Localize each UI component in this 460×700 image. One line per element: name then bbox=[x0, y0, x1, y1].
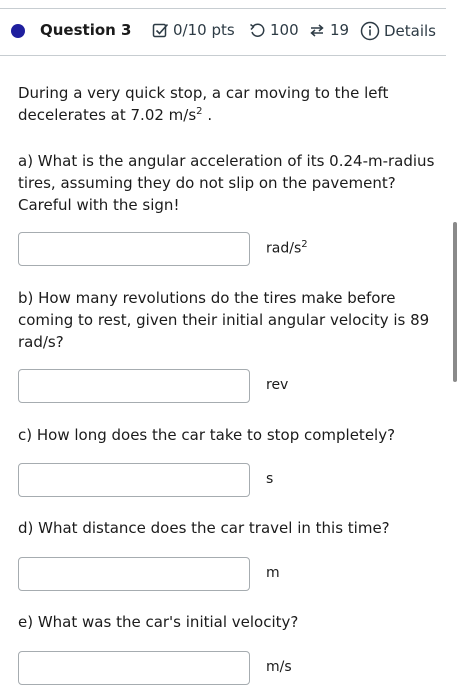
part-b-question: b) How many revolutions do the tires make before coming to rest, given their initial angular velocity is 89 rad/s? bbox=[18, 289, 430, 351]
retry-icon bbox=[249, 22, 266, 39]
scrollbar[interactable] bbox=[453, 222, 457, 382]
part-a-question: a) What is the angular acceleration of its 0.24-m-radius tires, assuming they do not slip on the pavement? Careful with the sign! bbox=[18, 152, 435, 214]
part-b-unit: rev bbox=[266, 377, 289, 393]
question-status-dot bbox=[11, 24, 25, 38]
problem-intro: During a very quick stop, a car moving to the left decelerates at 7.02 m/s bbox=[18, 84, 389, 124]
info-icon bbox=[360, 21, 380, 41]
retries-indicator bbox=[249, 21, 299, 39]
points-text: 0/10 pts bbox=[173, 21, 235, 39]
part-a-unit-exponent: 2 bbox=[301, 239, 308, 250]
part-a-unit-base: rad/s bbox=[266, 240, 302, 257]
problem-exponent: 2 bbox=[196, 106, 203, 117]
part-d-unit: m bbox=[266, 565, 280, 581]
swap-arrows-icon bbox=[308, 22, 326, 39]
submissions-indicator bbox=[308, 21, 349, 39]
retries-count: 100 bbox=[270, 21, 299, 39]
details-link[interactable] bbox=[360, 21, 436, 41]
problem-intro-end: . bbox=[202, 106, 213, 124]
submissions-count: 19 bbox=[330, 21, 350, 39]
part-c-unit: s bbox=[266, 471, 274, 487]
part-a-answer-input[interactable] bbox=[18, 232, 250, 266]
part-d-answer-input[interactable] bbox=[18, 557, 250, 591]
part-a-unit bbox=[266, 239, 308, 257]
checkbox-edit-icon bbox=[152, 22, 169, 39]
points-indicator bbox=[152, 21, 235, 39]
question-title: Question 3 bbox=[40, 21, 132, 39]
question-header bbox=[0, 8, 446, 56]
part-e-unit: m/s bbox=[266, 659, 292, 675]
details-label: Details bbox=[384, 22, 437, 40]
part-e-question: e) What was the car's initial velocity? bbox=[18, 613, 299, 631]
part-e-answer-input[interactable] bbox=[18, 651, 250, 685]
part-d-question: d) What distance does the car travel in this time? bbox=[18, 519, 390, 537]
part-c-answer-input[interactable] bbox=[18, 463, 250, 497]
part-b-answer-input[interactable] bbox=[18, 369, 250, 403]
part-c-question: c) How long does the car take to stop completely? bbox=[18, 426, 396, 444]
problem-statement bbox=[18, 82, 438, 126]
